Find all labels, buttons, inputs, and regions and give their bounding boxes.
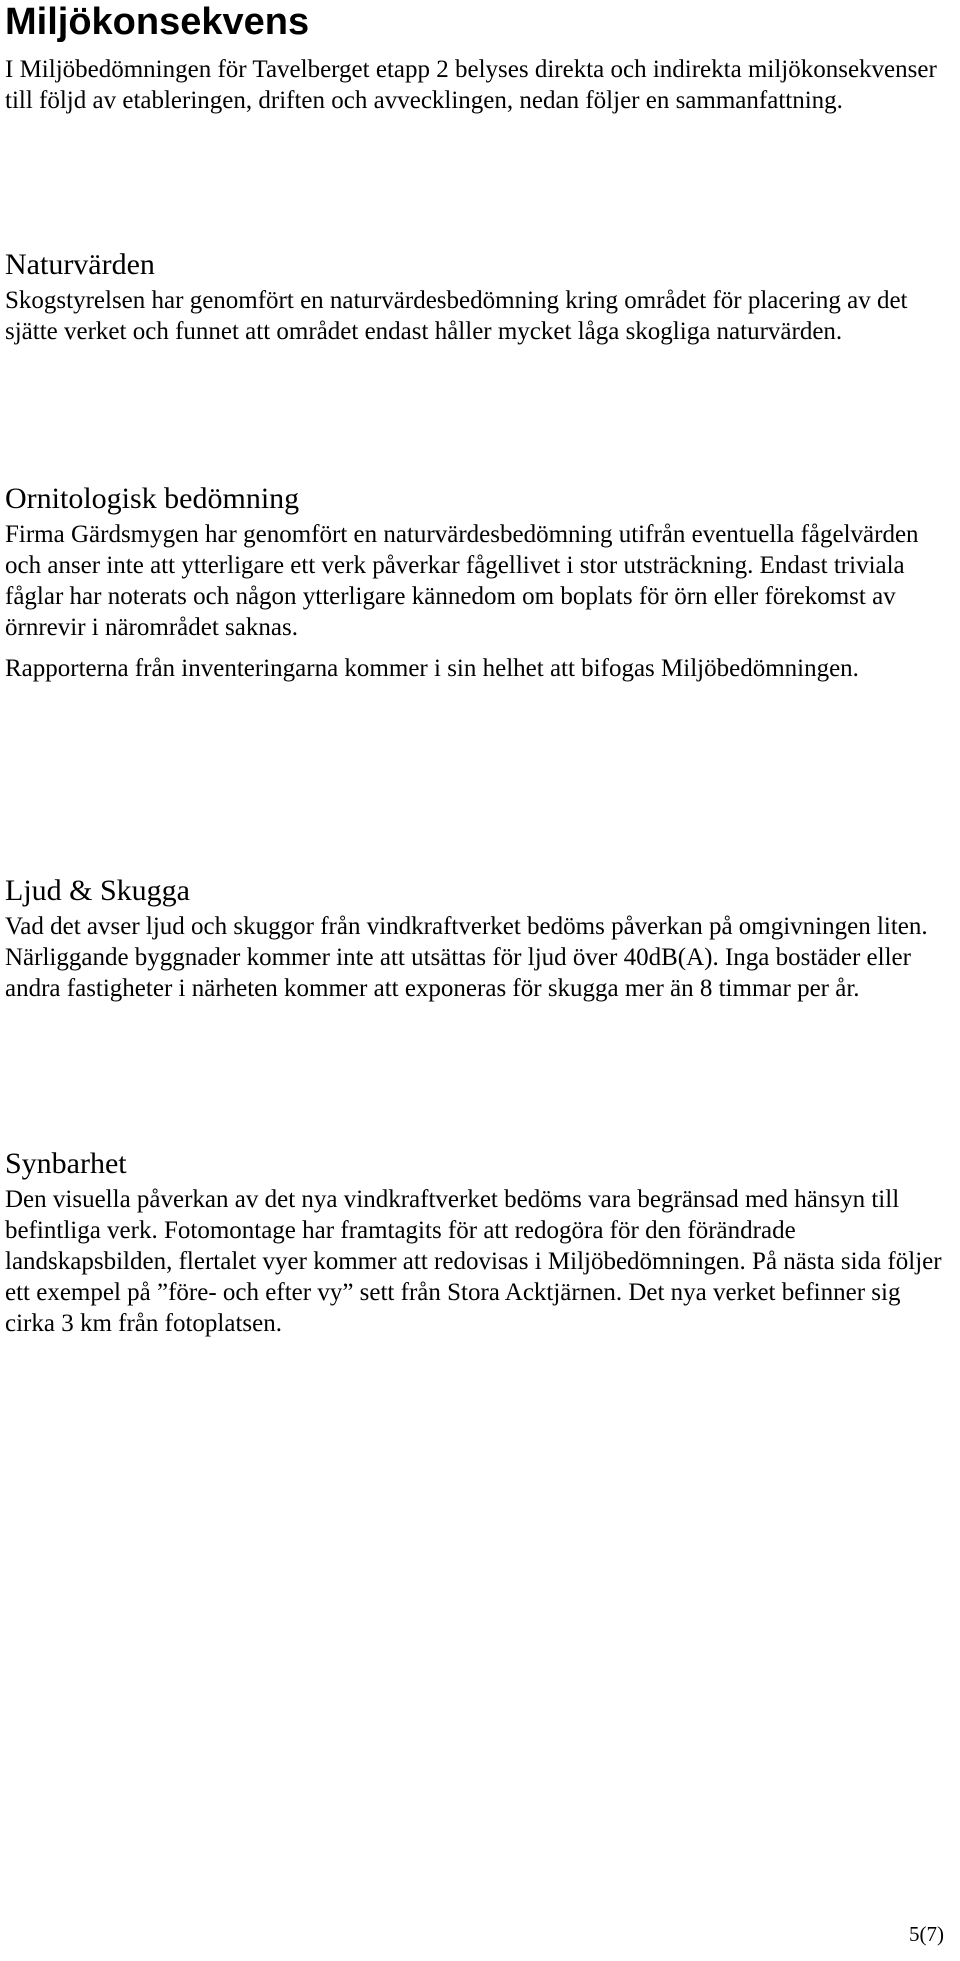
section-ornitologisk (5, 482, 945, 684)
section-paragraph: Skogstyrelsen har genomfört en naturvärdesbedömning kring området för placering av det sjätte verket och funnet att området endast håller mycket låga skogliga naturvärden. (5, 287, 908, 345)
section-paragraph: Firma Gärdsmygen har genomfört en naturvärdesbedömning utifrån eventuella fågelvärden och anser inte att ytterligare ett verk påverkar fågellivet i stor utsträckning. Endast triviala fåglar har noterats och någon ytterligare kännedom om boplats för örn eller förekomst av örnrevir i närområdet saknas. (5, 521, 919, 641)
section-paragraph: Vad det avser ljud och skuggor från vindkraftverket bedöms påverkan på omgivningen liten. Närliggande byggnader kommer inte att utsättas för ljud över 40dB(A). Inga bostäder eller andra fastigheter i närheten kommer att exponeras för skugga mer än 8 timmar per år. (5, 913, 928, 1002)
intro-paragraph: I Miljöbedömningen för Tavelberget etapp 2 belyses direkta och indirekta miljökonsekvenser till följd av etableringen, driften och avvecklingen, nedan följer en sammanfattning. (5, 56, 937, 114)
section-heading: Synbarhet (5, 1147, 127, 1180)
section-heading: Ljud & Skugga (5, 874, 190, 907)
section-paragraph: Den visuella påverkan av det nya vindkraftverket bedöms vara begränsad med hänsyn till befintliga verk. Fotomontage har framtagits för att redogöra för den förändrade landskapsbilden, flertalet vyer kommer att redovisas i Miljöbedömningen. På nästa sida följer ett exempel på ”före- och efter vy” sett från Stora Acktjärnen. Det nya verket befinner sig cirka 3 km från fotoplatsen. (5, 1186, 942, 1337)
page-number: 5(7) (909, 1922, 944, 1946)
section-synbarhet (5, 1147, 945, 1339)
page-title: Miljökonsekvens (5, 1, 310, 43)
section-heading: Ornitologisk bedömning (5, 482, 300, 515)
document-page (5, 0, 945, 1337)
section-naturvarden (5, 248, 945, 347)
section-heading: Naturvärden (5, 248, 155, 281)
section-ljud-skugga (5, 874, 945, 1004)
section-paragraph: Rapporterna från inventeringarna kommer i sin helhet att bifogas Miljöbedömningen. (5, 655, 859, 682)
